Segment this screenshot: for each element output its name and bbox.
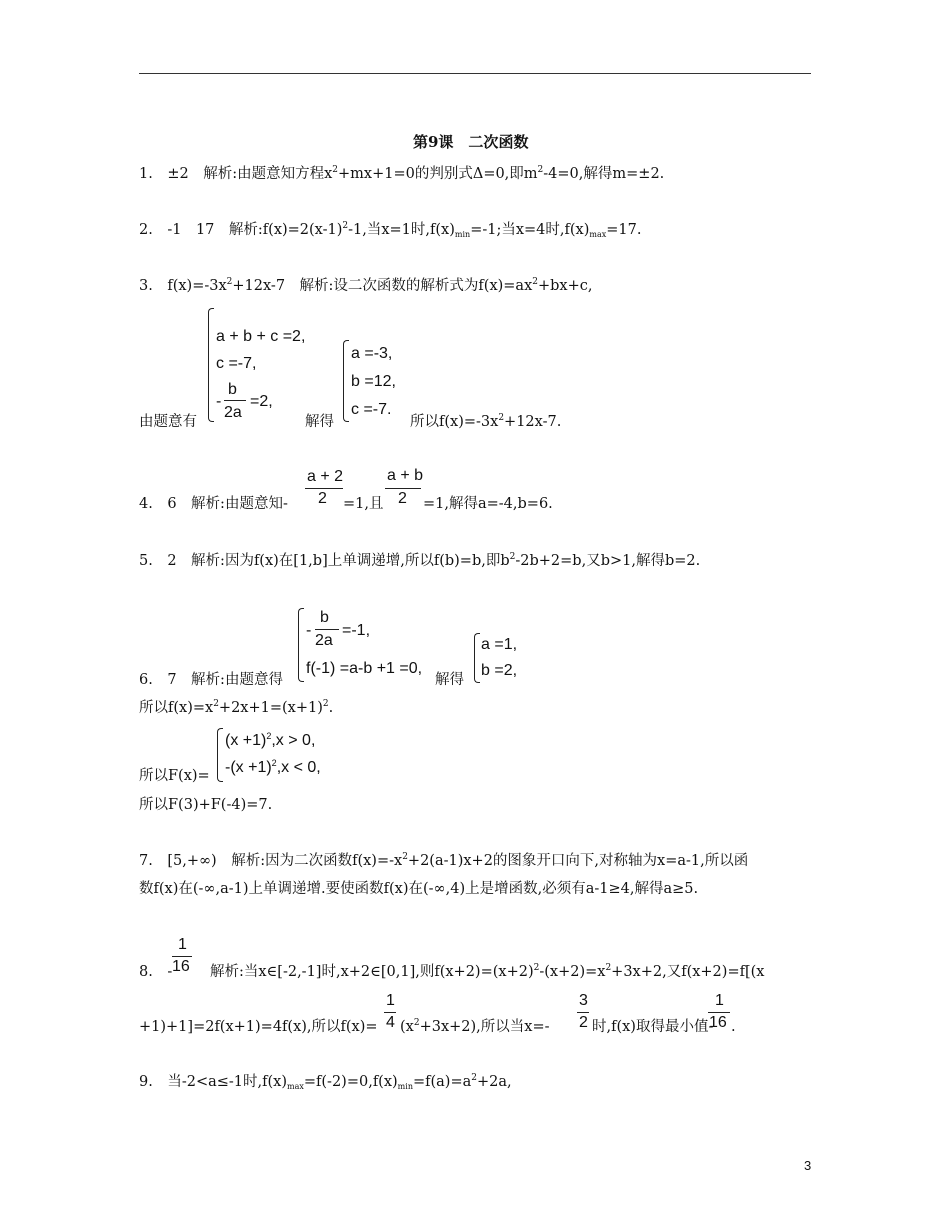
q6-eq2: f(-1) =a-b +1 =0, bbox=[306, 660, 423, 677]
q6-neg: - bbox=[306, 622, 312, 639]
q3-neg: - bbox=[216, 393, 222, 410]
q3-sol1: a =-3, bbox=[351, 345, 393, 362]
q8-frac0-den: 16 bbox=[172, 958, 190, 975]
q3-suffix: 所以$f(x)=-3x^2+12x-7$. bbox=[410, 413, 562, 430]
header-rule bbox=[139, 73, 811, 74]
q3-eq1: a + b + c =2, bbox=[216, 328, 306, 345]
q3-sol2: b =12, bbox=[351, 373, 396, 390]
q6-brace-3 bbox=[217, 728, 223, 782]
q8-line2d: . bbox=[731, 1019, 736, 1035]
q8-num: 8. - bbox=[139, 964, 173, 980]
q8-line2b: $(x^2+3x+2)$,所以当x=- bbox=[400, 1018, 550, 1035]
page-number: 3 bbox=[804, 1158, 812, 1173]
q8-line2c: 时,f(x)取得最小值- bbox=[592, 1019, 714, 1035]
q6-frac-bar bbox=[315, 629, 339, 630]
q3-eq2: c =-7, bbox=[216, 355, 257, 372]
page-title: 第9课 二次函数 bbox=[413, 133, 529, 151]
q3-brace-1 bbox=[208, 308, 214, 422]
q8-frac3-bar bbox=[708, 1012, 730, 1013]
q6-piece2: $-(x +1)^2,x < 0$, bbox=[225, 758, 321, 776]
answer-9: 9. 当-2<a≤-1时$,f(x)_{max}=f(-2)=0,f(x)_{min}=f(a)=a^2+2a$, bbox=[139, 1073, 512, 1091]
q8-frac3-num: 1 bbox=[715, 992, 724, 1009]
q6-brace-1 bbox=[298, 608, 304, 682]
q3-prefix: 由题意有 bbox=[139, 414, 197, 430]
q4-frac1-num: a + 2 bbox=[307, 468, 344, 485]
answer-7-line2: 数f(x)在(-∞,a-1)上单调递增.要使函数f(x)在(-∞,4)上是增函数,必须有a-1≥4,解得a≥5. bbox=[139, 881, 699, 897]
q6-piece1: $(x +1)^2,x > 0$, bbox=[225, 731, 316, 749]
q8-frac2-bar bbox=[577, 1012, 589, 1013]
q4-text1: 4. 6 解析:由题意知- bbox=[139, 496, 288, 512]
q8-line1: 解析:当x∈[-2,-1]时,x+2∈[0,1],则$f(x+2)=(x+2)^2-(x+2)=x^2+3x+2$,又f(x+2)=f[(x bbox=[210, 963, 765, 980]
q6-line3-prefix: 所以F(x)= bbox=[139, 768, 210, 784]
q6-sol2: b =2, bbox=[481, 662, 518, 679]
q8-frac1-den: 4 bbox=[386, 1014, 395, 1031]
q3-mid: 解得 bbox=[305, 414, 334, 430]
q3-eq3: =2, bbox=[250, 393, 273, 410]
q8-frac0-bar bbox=[172, 956, 192, 957]
q4-frac2-den: 2 bbox=[398, 490, 407, 507]
q3-frac-bar bbox=[224, 400, 246, 401]
q4-frac1-den: 2 bbox=[318, 490, 327, 507]
answer-5: 5. 2 解析:因为f(x)在[1,b]上单调递增,所以f(b)=b,即$b^2-2b+2=b$,又b>1,解得b=2. bbox=[139, 552, 701, 569]
q4-frac2-num: a + b bbox=[387, 467, 424, 484]
q8-frac2-den: 2 bbox=[579, 1014, 588, 1031]
answer-7-line1: 7. [5,+∞) 解析:因为二次函数$f(x)=-x^2+2(a-1)x+2$的图象开口向下,对称轴为x=a-1,所以函 bbox=[139, 852, 749, 869]
q8-frac2-num: 3 bbox=[579, 992, 588, 1009]
q6-brace-2 bbox=[474, 633, 480, 683]
answer-2: 2. -1 17 解析$:f(x)=2(x-1)^2-1$,当x=1时$,f(x)_{min}=-1$;当x=4时$,f(x)_{max}=17$. bbox=[139, 221, 642, 239]
q6-eq1: =-1, bbox=[342, 622, 371, 639]
q6-line4: 所以F(3)+F(-4)=7. bbox=[139, 797, 273, 813]
q3-brace-2 bbox=[343, 340, 349, 422]
q6-line2: 所以$f(x)=x^2+2x+1=(x+1)^2$. bbox=[139, 699, 334, 716]
q6-frac-den: 2a bbox=[315, 632, 333, 649]
q4-text3: =1,解得a=-4,b=6. bbox=[423, 496, 553, 512]
q4-text2: =1,且 bbox=[343, 496, 384, 512]
answer-3-line: 3. $f(x)=-3x^2+12x-7$ 解析:设二次函数的解析式为$f(x)=ax^2+bx+c$, bbox=[139, 277, 593, 294]
q3-sol3: c =-7. bbox=[351, 401, 392, 418]
q3-frac-num: b bbox=[228, 381, 237, 398]
q8-frac0-num: 1 bbox=[178, 936, 187, 953]
q8-frac1-bar bbox=[384, 1012, 396, 1013]
q6-sol1: a =1, bbox=[481, 636, 518, 653]
q4-frac1-bar bbox=[305, 488, 343, 489]
q8-line2a: +1)+1]=2f(x+1)=4f(x),所以f(x)= bbox=[139, 1019, 378, 1035]
q3-frac-den: 2a bbox=[224, 404, 242, 421]
q6-frac-num: b bbox=[320, 609, 329, 626]
q8-frac3-den: 16 bbox=[709, 1014, 727, 1031]
q8-frac1-num: 1 bbox=[386, 992, 395, 1009]
q6-prefix: 6. 7 解析:由题意得 bbox=[139, 672, 283, 688]
q4-frac2-bar bbox=[385, 488, 421, 489]
answer-1: 1. ±2 解析:由题意知方程$x^2+mx+1=0$的判别式Δ=0,即$m^2-4=0$,解得m=±2. bbox=[139, 165, 665, 182]
q6-mid: 解得 bbox=[435, 672, 464, 688]
